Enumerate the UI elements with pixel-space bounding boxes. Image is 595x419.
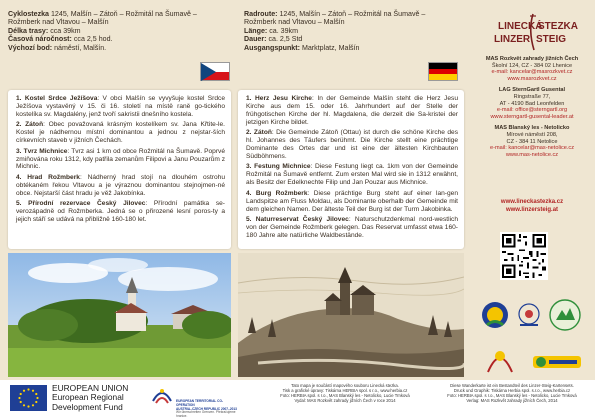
sight-title: Burg Rožmberk [255,189,308,197]
org-web[interactable]: www.mas-netolice.cz [505,151,559,158]
sight-number: 4. [246,189,252,197]
footer [0,380,595,419]
logo-text-1: LINECKÁ [498,21,543,32]
org-address: Ringstraße 77, [513,93,551,100]
org-address: Školní 124, CZ - 384 02 Lhenice [491,62,573,69]
sight-number: 5. [16,200,22,208]
route-text-2: Rožmberk nad Vltavou – Malšín [244,18,345,27]
qr-code-icon [500,232,548,280]
sight-text: : Nádherný hrad stojí na dlouhém ostrohu obtékaném řekou Vltavou a je výraznou dominantou stejnojmen-né obce. Nejstarší část hradu je věž Jakobínka. [16,173,225,197]
leader-logo-icon [480,300,510,330]
sight-text: : Diese prächtige Burg steht auf einer lan-gen Landspitze am Fluss Moldau, als Dominante oberhalb der Gemeinde mit dem gleichen Namen. Der älteste Teil der Burg ist der Turm Jakobinka. [246,189,458,213]
czech-flag-icon [200,62,230,81]
start-value: Marktplatz, Malšín [299,43,360,52]
contacts-column [470,56,594,163]
contact-mas-rozkvet [470,56,594,82]
route-text: 1245, Malšín – Zátoň – Rožmitál na Šumavě – [49,10,197,18]
org-email[interactable]: e-mail: office@sterngartl.org [496,107,568,114]
route-label: Cyklostezka [8,10,50,18]
castle-engraving-photo [238,253,464,377]
imprint-line: Druck und Graphik: Tiskárna Herbia spol. s.r.o., www.herbia.cz [453,388,571,394]
imprint-line: Vydal: MAS Rozkvět zahrady jižních Čech v roce 2014 [294,398,396,404]
etc-programme-logo-icon [150,383,174,407]
imprint-cz [265,383,425,403]
sight-number: 5. [246,216,252,224]
org-web[interactable]: www.sterngartl-gusental-leader.at [490,113,574,120]
sight-item [246,129,458,161]
logo-text-2: STEZKA [538,21,578,32]
partner-logos [476,296,588,386]
sight-title: Kostel Srdce Ježíšova [24,95,98,102]
sights-panel-de [238,90,464,249]
linecka-stezka-logo [480,10,586,54]
sight-title: Hrad Rožmberk [27,173,80,181]
sight-text: : Tvrz asi 1 km od obce Rožmitál na Šumavě. Poprvé zmiňována roku 1312, kdy patřila zemanům Filipovi a Janu Pouzarům z Michnic. [16,147,226,171]
sight-number: 3. [16,147,22,155]
imprint-line: Foto: HERBIA spol. s r.o., MAS Blanský les - Netolicko, Lucie Trnková [280,393,410,399]
org-web[interactable]: www.masrozkvet.cz [507,75,557,82]
imprint-line: Tisk a grafické úpravy: Tiskárna HERBIA spol. s r.o., www.herbia.cz [282,388,408,394]
org-email[interactable]: e-mail: kancelar@mas-netolice.cz [489,145,575,152]
sight-text: : Obec považovaná krásným kostelíkem sv. Jana Křtite-le. Kostel je nádhernou místní dominantou a jednou z nejstar-ších církevních staveb v jižních Čechách. [16,121,225,145]
logo-text-3: LINZER [494,34,531,45]
mas-rozkvet-logo-icon [514,302,544,328]
eu-flag-icon [10,385,47,411]
time-label: Dauer: [244,35,267,44]
sight-title: Festung Michnice [254,163,311,171]
sight-number: 2. [246,129,252,137]
imprint-line: Tato mapa je součástí mapového souboru Linecká stezka. [291,383,399,388]
sights-panel-cz [8,90,231,249]
org-address-2: CZ - 384 11 Netolice [506,138,558,145]
route-text: 1245, Malšín – Zátoň – Rožmitál na Šumavě – [277,10,426,18]
length-value: ca. 39km [267,26,299,35]
org-address-2: AT - 4190 Bad Leonfelden [499,100,565,107]
sight-item [246,163,458,187]
sight-item [16,148,225,172]
etc-line-1: EUROPEAN TERRITORIAL CO-OPERATION [176,399,223,407]
imprint-line: Verlag: MAS Rozkvět zahrady jižních Čech, 2014 [466,398,558,404]
sight-text: : Naturschutzdenkmal nord-westlich von der Gemeinde Rožmberk gelegen. Das Reservat umfasst etwa 160-180 Jahre alte natürliche Waldbestände. [246,216,459,239]
sight-number: 4. [16,173,22,181]
contact-mas-blansky [470,125,594,158]
lag-sterngartl-logo-icon [532,350,582,372]
eu-line-3: Development Fund [52,401,123,412]
sight-item [246,216,458,240]
project-links [470,199,594,214]
sight-text: : Diese Festung liegt ca. 1km von der Gemeinde Rožmitál na Šumavě entfernt. Zum ersten Mal wird sie in 1312 erwähnt, als Besitz der Edelknechte Filip und Jan Pouzar aus Michnice. [246,163,458,187]
german-flag-icon [428,62,458,81]
time-label: Časová náročnost: [8,35,72,44]
org-name: MAS Blanský les - Netolicko [494,125,570,132]
sight-item [16,200,225,224]
sight-title: Zátoň [25,121,44,129]
org-email[interactable]: e-mail: kancelar@masrozkvet.cz [491,69,573,76]
time-value: cca 2,5 hod. [71,35,113,44]
eu-line-1: EUROPEAN UNION [52,383,129,393]
sight-item [246,190,458,214]
sight-title: Přírodní rezervace Český Jilovec [28,200,146,208]
org-name: LAG SternGartl Gusental [498,87,566,94]
route-label: Radroute: [244,10,278,18]
church-landscape-photo [8,253,231,377]
org-name: MAS Rozkvět zahrady jižních Čech [485,56,579,62]
sight-title: Herz Jesu Kirche [255,95,312,102]
etc-programme-text [176,400,238,419]
sight-item [246,95,458,127]
sight-text: : V obci Malšín se vyvyšuje kostel Srdce Ježíšova vystavěný v 15. či 16. století na místě raně go-tického kostelíka sv. Magdalény, jenž tvoří sakristii dnešního kostela. [16,95,225,118]
mas-blansky-logo-icon [548,298,582,332]
eu-fund-text [52,384,128,412]
eu-line-2: European Regional [52,392,124,403]
etc-line-2: AUSTRIA–CZECH REPUBLIC 2007–2013 [176,406,237,411]
sight-title: Tvrz Michnice [23,147,68,155]
start-value: náměstí, Malšín. [52,43,107,52]
sight-number: 1. [16,95,22,102]
sight-number: 2. [16,121,22,129]
sight-item [16,95,225,119]
sight-number: 3. [246,163,252,171]
route-info-cz [8,10,230,85]
start-label: Výchozí bod: [8,43,53,52]
length-label: Délka trasy: [8,26,49,35]
link-lineckastezka[interactable]: www.lineckastezka.cz [500,199,564,205]
sight-item [16,121,225,145]
time-value: ca. 2,5 Std [266,35,303,44]
imprint-de [432,383,592,403]
start-label: Ausgangspunkt: [244,43,300,52]
length-label: Länge: [244,26,268,35]
sight-title: Zátoň [253,129,272,137]
etc-line-3: Wir überschreiten Grenzen. Překračujeme hranice. [176,410,236,419]
org-address: Mírové náměstí 208, [506,131,558,138]
sight-text: : In der Gemeinde Malšín steht die Herz Jesu Kirche aus dem 15. oder 16. Jahrhundert auf der Stelle der frühgotischen Kirche der hl. Magdalena, die derzeit die Sa-kristei der jetzigen Kirche bildet. [246,95,458,126]
sight-title: Naturreservat Český Jilovec [255,216,349,224]
sight-text: : Přírodní památka se-verozápadně od Rožmberka. Jedná se o přirozené lesní poros-ty a jejich stáří se udává na přibližně 160-180 let. [16,200,225,224]
logo-text-4: STEIG [536,34,567,45]
route-text-2: Rožmberk nad Vltavou – Malšín [8,18,109,27]
sight-number: 1. [246,95,252,102]
link-linzersteig[interactable]: www.linzersteig.at [505,206,559,213]
sight-text: : Die Gemeinde Zátoň (Ottau) ist durch die schöne Kirche des hl. Johannes des Täufers berühmt. Die Kirche stellt eine prächtige Dominante des Ortes dar und ist eine der ältesten Kirchbauten Südböhmens. [246,129,458,160]
mas-netolice-logo-icon [484,342,516,376]
imprint-line: Foto: HERBIA spol. s r.o., MAS Blanský les - Netolicko, Lucie Trnková [447,393,577,399]
length-value: cca 39km [48,26,81,35]
imprint-line: Diese Wanderkarte ist ein Bestandteil des Linzer-Steig-Kartensets. [450,383,574,388]
contact-lag-sterngartl [470,87,594,120]
sight-item [16,174,225,198]
